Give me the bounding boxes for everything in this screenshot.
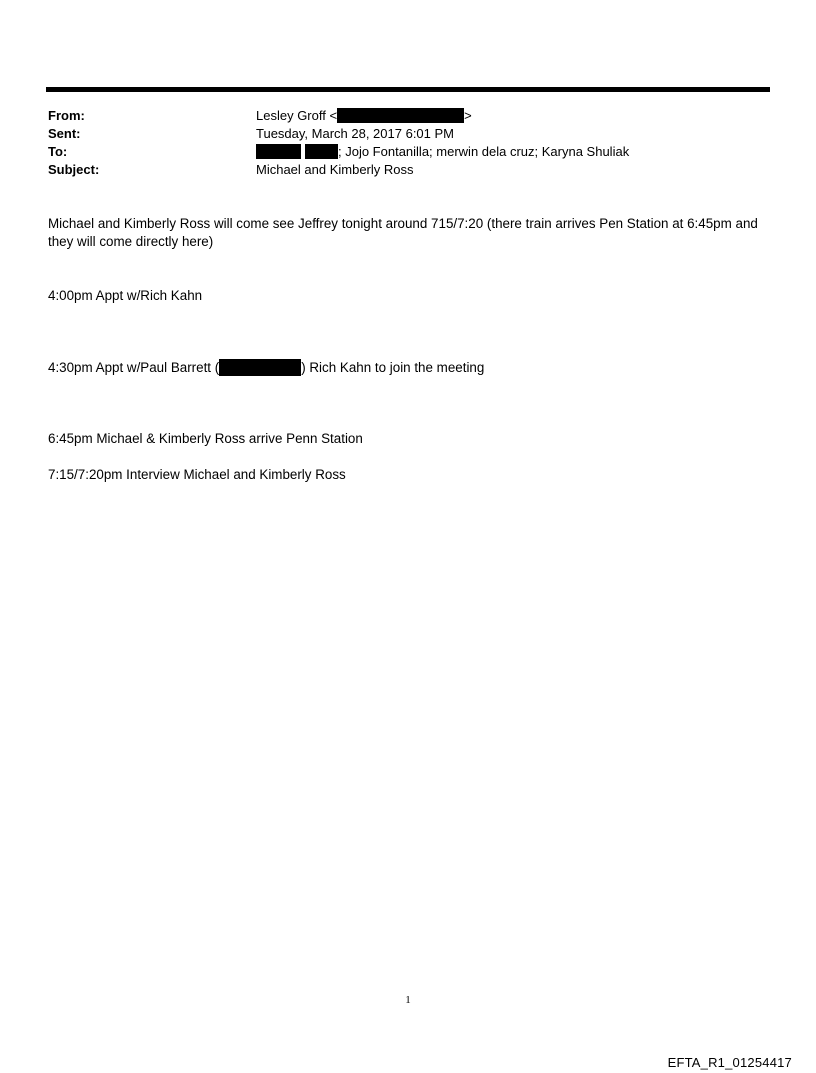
sent-label: Sent:: [48, 126, 81, 141]
schedule-item: 7:15/7:20pm Interview Michael and Kimberly Ross: [48, 467, 346, 482]
sent-value: Tuesday, March 28, 2017 6:01 PM: [256, 126, 454, 141]
redaction-box: [337, 108, 464, 123]
subject-value: Michael and Kimberly Ross: [256, 162, 414, 177]
body-intro: Michael and Kimberly Ross will come see Jeffrey tonight around 715/7:20 (there train arrives Pen Station at 6:45pm and they will come directly here): [48, 216, 758, 249]
to-row: [48, 143, 768, 161]
redaction-box: [256, 144, 301, 159]
from-name: Lesley Groff <: [256, 108, 338, 123]
email-header: [48, 107, 768, 179]
to-label: To:: [48, 144, 68, 159]
schedule-item-start: 4:30pm Appt w/Paul Barrett (: [48, 360, 220, 375]
schedule-item: 6:45pm Michael & Kimberly Ross arrive Penn Station: [48, 431, 363, 446]
from-row: [48, 107, 768, 125]
redaction-box: [305, 144, 338, 159]
schedule-item: 4:00pm Appt w/Rich Kahn: [48, 288, 203, 303]
subject-row: [48, 161, 768, 179]
sent-row: [48, 125, 768, 143]
schedule-item-end: ) Rich Kahn to join the meeting: [301, 360, 485, 375]
header-divider: [46, 87, 770, 92]
to-recipients: ; Jojo Fontanilla; merwin dela cruz; Karyna Shuliak: [338, 144, 630, 159]
schedule-item: [48, 359, 484, 377]
from-close: >: [464, 108, 472, 123]
document-id: EFTA_R1_01254417: [667, 1055, 792, 1070]
from-value: [256, 107, 768, 125]
from-label: From:: [48, 108, 85, 123]
subject-label: Subject:: [48, 162, 100, 177]
page-number: 1: [405, 994, 411, 1006]
redaction-box: [219, 359, 301, 376]
to-value: [256, 143, 768, 161]
